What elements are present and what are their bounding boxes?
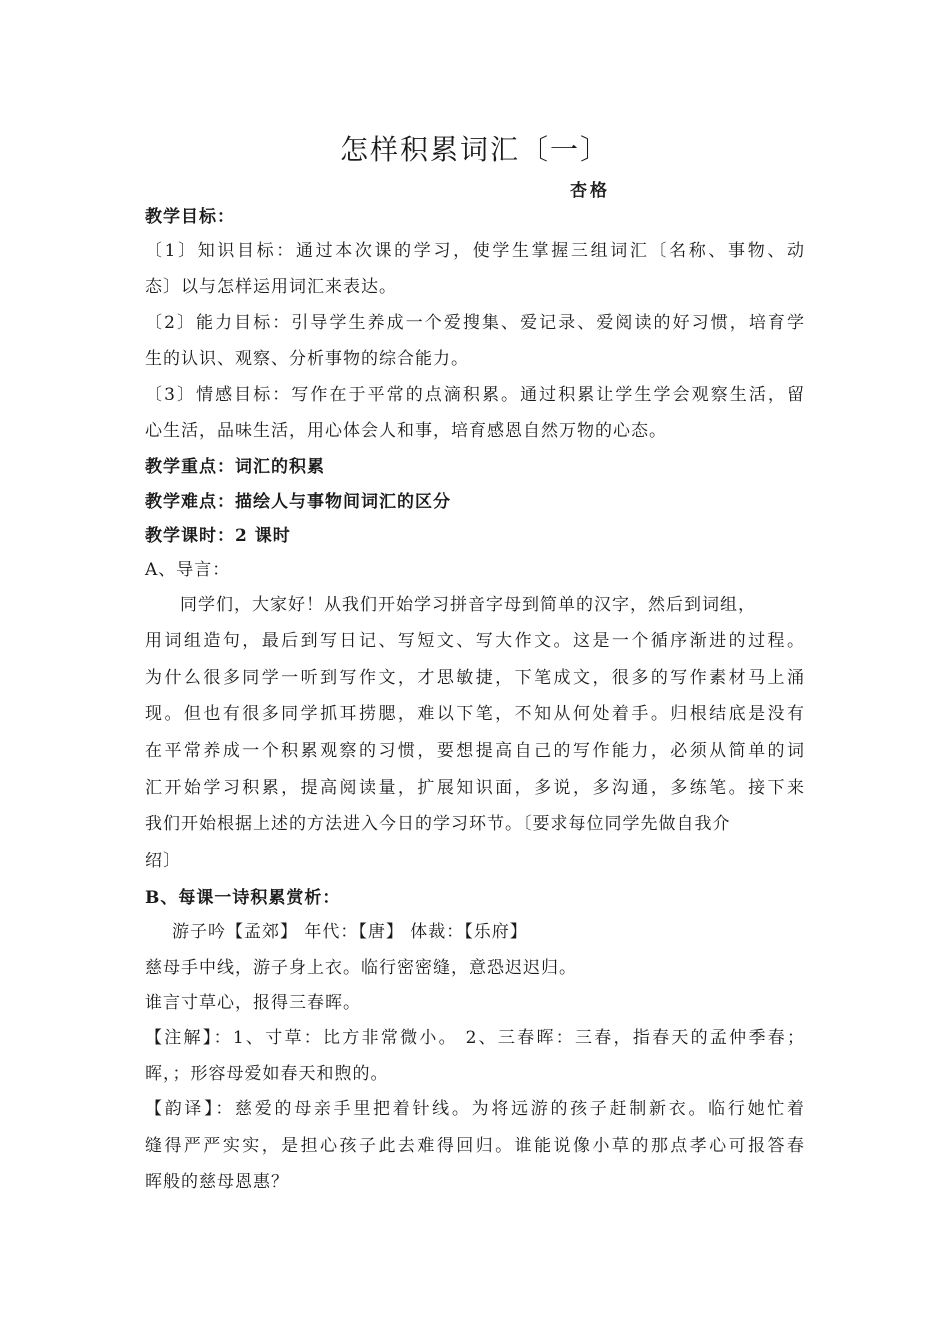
document-author: 杏格 [570, 181, 610, 201]
poem-line: 慈母手中线，游子身上衣。临行密密缝，意恐迟迟归。 [145, 958, 577, 978]
paragraph-line: 同学们，大家好！从我们开始学习拼音字母到简单的汉字，然后到词组， [180, 595, 756, 615]
paragraph-line: 绍〕 [145, 851, 181, 871]
section-heading-poem: B、每课一诗积累赏析： [145, 888, 341, 908]
section-heading-difficulty: 教学难点：描绘人与事物间词汇的区分 [145, 492, 451, 512]
paragraph-line: 汇开始学习积累，提高阅读量，扩展知识面，多说，多沟通，多练笔。接下来 [145, 778, 805, 798]
translation-line: 缝得严严实实，是担心孩子此去难得回归。谁能说像小草的那点孝心可报答春 [145, 1136, 805, 1156]
annotation-line: 晖，；形容母爱如春天和煦的。 [145, 1064, 389, 1084]
translation-line: 【韵译】：慈爱的母亲手里把着针线。为将远游的孩子赶制新衣。临行她忙着 [145, 1099, 805, 1119]
paragraph-line: 现。但也有很多同学抓耳捞腮，难以下笔，不知从何处着手。归根结底是没有 [145, 704, 805, 724]
paragraph-line: 我们开始根据上述的方法进入今日的学习环节。〔要求每位同学先做自我介 [145, 814, 731, 834]
translation-line: 晖般的慈母恩惠？ [145, 1172, 289, 1192]
paragraph-line: 用词组造句，最后到写日记、写短文、写大作文。这是一个循序渐进的过程。 [145, 631, 805, 651]
paragraph-line: 〔3〕情感目标：写作在于平常的点滴积累。通过积累让学生学会观察生活，留 [145, 385, 805, 405]
poem-line: 谁言寸草心，报得三春晖。 [145, 993, 361, 1013]
annotation-line: 【注解】：1、寸草：比方非常微小。 2、三春晖：三春，指春天的孟仲季春； [145, 1028, 805, 1048]
paragraph-line: 态〕以与怎样运用词汇来表达。 [145, 277, 397, 297]
paragraph-line: 在平常养成一个积累观察的习惯，要想提高自己的写作能力，必须从简单的词 [145, 741, 805, 761]
paragraph-line: 生的认识、观察、分析事物的综合能力。 [145, 349, 469, 369]
section-heading-introduction: A、导言： [145, 560, 231, 580]
section-heading-objectives: 教学目标： [145, 207, 235, 227]
poem-info: 游子吟【孟郊】 年代：【唐】 体裁：【乐府】 [172, 922, 528, 942]
section-heading-class-hours: 教学课时：2 课时 [145, 526, 291, 546]
document-title: 怎样积累词汇〔一〕 [339, 133, 610, 166]
paragraph-line: 为什么很多同学一听到写作文，才思敏捷，下笔成文，很多的写作素材马上涌 [145, 668, 805, 688]
paragraph-line: 〔1〕知识目标：通过本次课的学习，使学生掌握三组词汇〔名称、事物、动 [145, 241, 805, 261]
paragraph-line: 心生活，品味生活，用心体会人和事，培育感恩自然万物的心态。 [145, 421, 667, 441]
section-heading-key-point: 教学重点：词汇的积累 [145, 457, 325, 477]
paragraph-line: 〔2〕能力目标：引导学生养成一个爱搜集、爱记录、爱阅读的好习惯，培育学 [145, 313, 805, 333]
